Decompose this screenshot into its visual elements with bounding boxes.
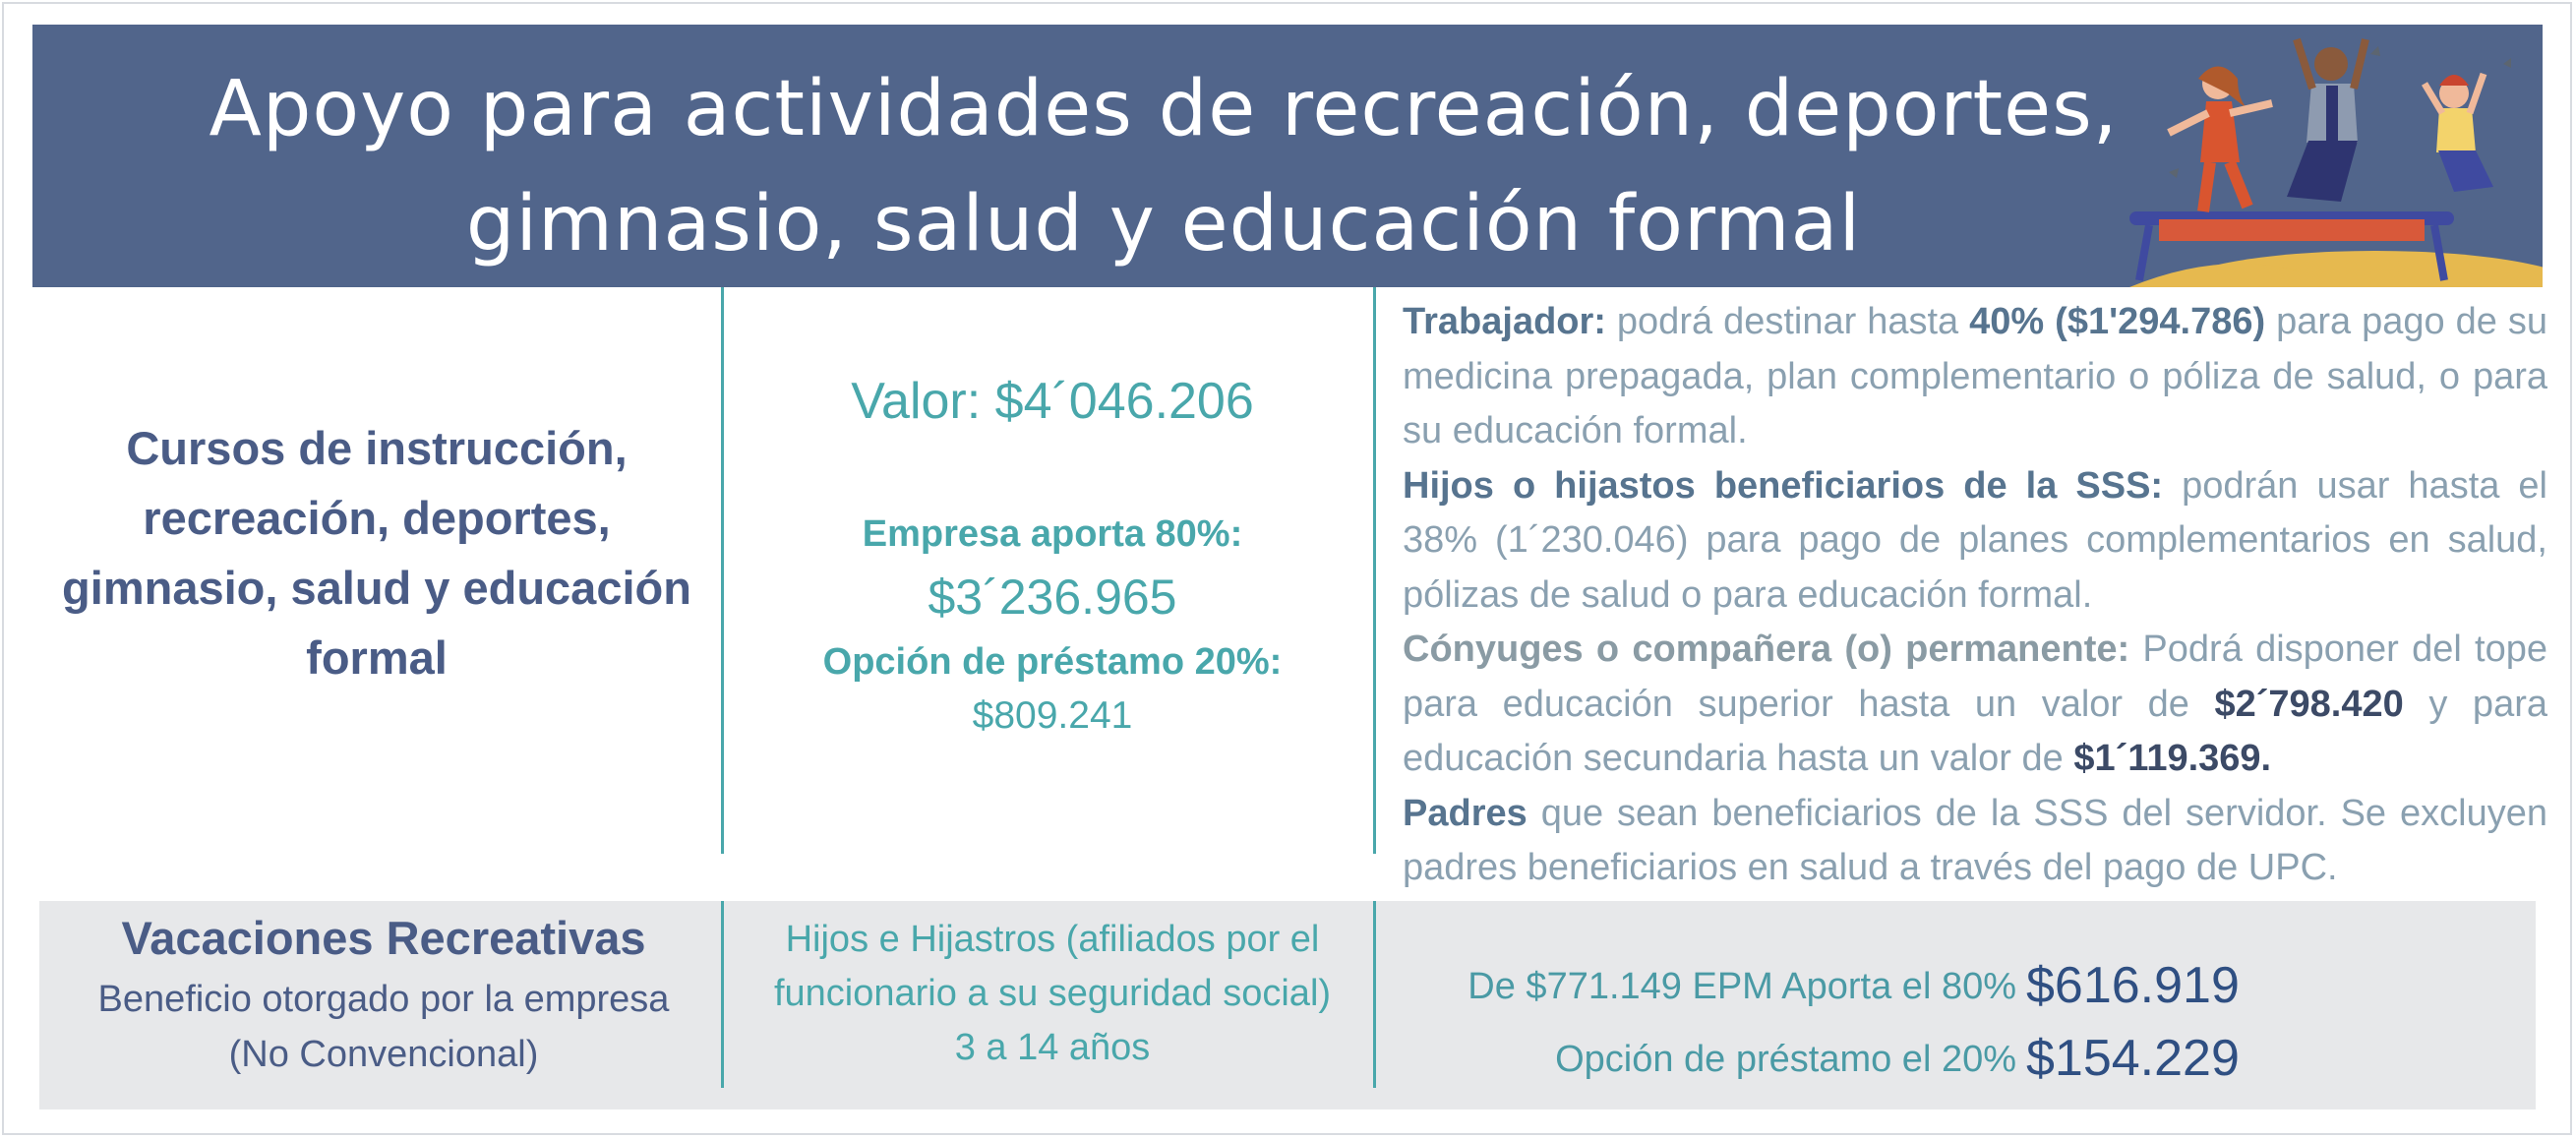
beneficiarios-line: 3 a 14 años bbox=[954, 1027, 1151, 1068]
benefit-name-cursos bbox=[32, 413, 721, 692]
prestamo-label: Opción de préstamo el 20% bbox=[1555, 1039, 2016, 1080]
aporte-value: $616.919 bbox=[2026, 957, 2240, 1014]
empresa-aporta-value: $3´236.965 bbox=[928, 570, 1177, 625]
conyuges-value-1: $2´798.420 bbox=[2214, 683, 2404, 725]
trabajador-text-2: para pago de su medicina prepagada, plan complementario o póliza de salud, o para su educación formal. bbox=[1403, 301, 2547, 451]
conyuges-text-2: y para educación secundaria hasta un valor de bbox=[1403, 683, 2547, 779]
padres-label: Padres bbox=[1403, 792, 1528, 834]
aporte-label: De $771.149 EPM Aporta el 80% bbox=[1468, 966, 2016, 1007]
vacaciones-title: Vacaciones Recreativas bbox=[121, 912, 646, 964]
padres-text: que sean beneficiarios de la SSS del servidor. Se excluyen padres beneficiarios en salud a través del pago de UPC. bbox=[1403, 792, 2547, 888]
trabajador-label: Trabajador: bbox=[1403, 301, 1606, 342]
prestamo-value: $154.229 bbox=[2026, 1030, 2240, 1087]
hijos-text: podrán usar hasta el 38% (1´230.046) para pago de planes complementarios en salud, pólizas de salud o para educación formal. bbox=[1403, 464, 2547, 616]
benefit-name-line: formal bbox=[306, 631, 448, 684]
benefit-name-line: gimnasio, salud y educación bbox=[62, 562, 691, 614]
vacaciones-subtitle bbox=[39, 972, 728, 1082]
header-banner bbox=[32, 25, 2543, 287]
conyuges-label: Cónyuges o compañera (o) permanente: bbox=[1403, 629, 2130, 670]
detail-padres bbox=[1403, 787, 2547, 896]
trabajador-percentage: 40% ($1'294.786) bbox=[1969, 301, 2266, 342]
benefit-name-line: recreación, deportes, bbox=[143, 492, 611, 544]
detail-hijos bbox=[1403, 459, 2547, 624]
title-line-2: gimnasio, salud y educación formal bbox=[465, 180, 1862, 269]
conyuges-text-1: Podrá disponer del tope para educación superior hasta un valor de bbox=[1403, 629, 2547, 725]
title-line-1: Apoyo para actividades de recreación, deportes, bbox=[209, 65, 2119, 153]
conyuges-value-2: $1´119.369. bbox=[2073, 738, 2272, 779]
vacaciones-subtitle-line: (No Convencional) bbox=[228, 1034, 539, 1075]
opcion-prestamo-label: Opción de préstamo 20%: bbox=[822, 641, 1283, 683]
aporte-row bbox=[1377, 956, 2508, 1025]
valor-total: Valor: $4´046.206 bbox=[851, 373, 1254, 430]
beneficiarios-line: funcionario a su seguridad social) bbox=[773, 973, 1332, 1014]
column-divider-1 bbox=[721, 287, 724, 854]
empresa-aporta-label: Empresa aporta 80%: bbox=[862, 513, 1243, 555]
page-title bbox=[32, 52, 2295, 282]
prestamo-row bbox=[1377, 1029, 2508, 1098]
vacaciones-subtitle-line: Beneficio otorgado por la empresa bbox=[97, 979, 670, 1020]
detail-trabajador bbox=[1403, 295, 2547, 459]
jumping-people-trampoline-illustration bbox=[2129, 25, 2543, 287]
benefit-name-line: Cursos de instrucción, bbox=[126, 422, 628, 474]
detail-conyuges bbox=[1403, 623, 2547, 787]
beneficiaries-details bbox=[1403, 295, 2547, 896]
opcion-prestamo-value: $809.241 bbox=[972, 694, 1133, 737]
trabajador-text-1: podrá destinar hasta bbox=[1605, 301, 1970, 342]
vacaciones-beneficiarios bbox=[728, 913, 1377, 1075]
hijos-label: Hijos o hijastos beneficiarios de la SSS: bbox=[1403, 464, 2164, 507]
beneficiarios-line: Hijos e Hijastros (afiliados por el bbox=[785, 919, 1320, 960]
